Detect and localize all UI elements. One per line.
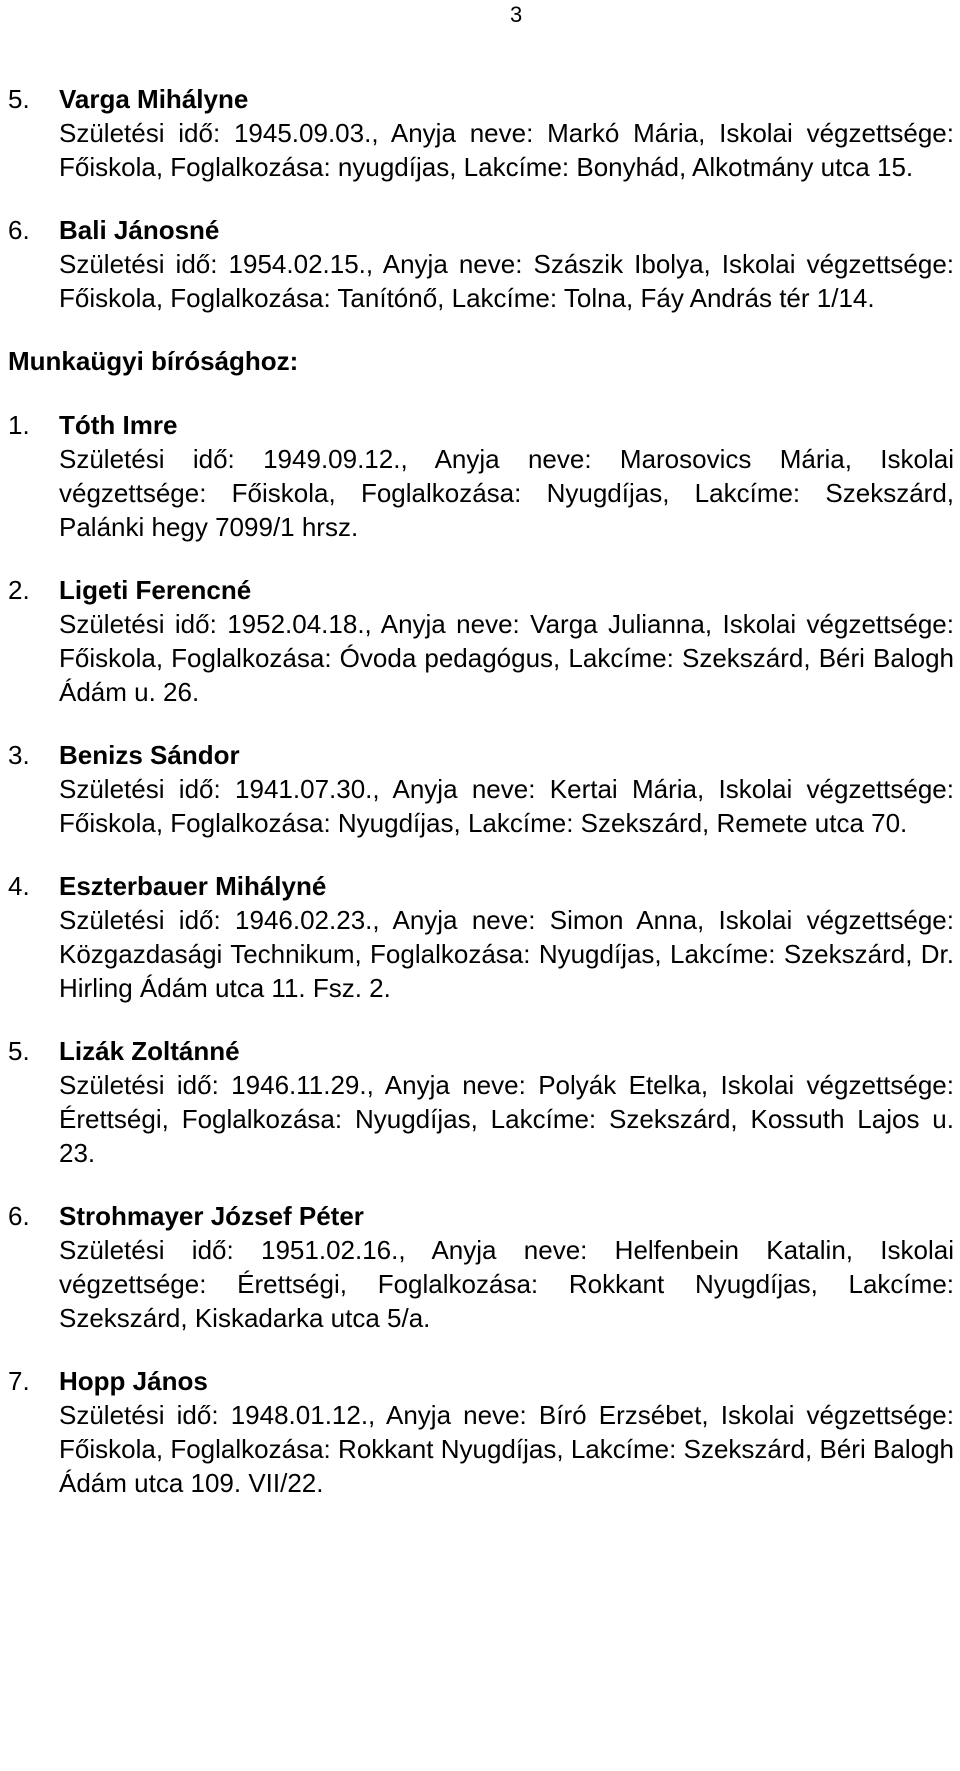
person-details: Születési idő: 1948.01.12., Anyja neve: Bíró Erzsébet, Iskolai végzettsége: Főiskola, Foglalkozása: Rokkant Nyugdíjas, Lakcíme: Szekszárd, Béri Balogh Ádám utca 109. VII/22. (59, 1400, 954, 1498)
entry-body (59, 1034, 954, 1170)
person-name: Lizák Zoltánné (59, 1036, 240, 1066)
person-name: Varga Mihályne (59, 84, 249, 114)
person-entry (8, 573, 954, 709)
person-entry (8, 1364, 954, 1500)
entry-number: 1. (8, 410, 30, 440)
person-details: Születési idő: 1945.09.03., Anyja neve: Markó Mária, Iskolai végzettsége: Főiskola, Foglalkozása: nyugdíjas, Lakcíme: Bonyhád, Alkotmány utca 15. (59, 118, 954, 182)
entry-number: 6. (8, 1201, 30, 1231)
person-name: Ligeti Ferencné (59, 575, 252, 605)
page-number: 3 (510, 2, 523, 27)
person-name: Hopp János (59, 1366, 208, 1396)
person-entry (8, 738, 954, 840)
document-body (8, 82, 954, 1529)
person-entry (8, 213, 954, 315)
person-details: Születési idő: 1946.02.23., Anyja neve: Simon Anna, Iskolai végzettsége: Közgazdasági Technikum, Foglalkozása: Nyugdíjas, Lakcíme: Szekszárd, Dr. Hirling Ádám utca 11. Fsz. 2. (59, 905, 954, 1003)
entry-number: 7. (8, 1366, 30, 1396)
person-entry (8, 869, 954, 1005)
person-entry (8, 1199, 954, 1335)
entry-number: 3. (8, 740, 30, 770)
person-name: Eszterbauer Mihályné (59, 871, 327, 901)
person-name: Tóth Imre (59, 410, 178, 440)
entry-body (59, 869, 954, 1005)
entry-body (59, 82, 954, 184)
person-details: Születési idő: 1941.07.30., Anyja neve: Kertai Mária, Iskolai végzettsége: Főiskola, Foglalkozása: Nyugdíjas, Lakcíme: Szekszárd, Remete utca 70. (59, 774, 954, 838)
person-entry (8, 408, 954, 544)
entry-body (59, 408, 954, 544)
person-name: Bali Jánosné (59, 215, 220, 245)
entry-body (59, 573, 954, 709)
entry-number: 6. (8, 215, 30, 245)
person-name: Strohmayer József Péter (59, 1201, 364, 1231)
person-details: Születési idő: 1951.02.16., Anyja neve: Helfenbein Katalin, Iskolai végzettsége: Érettségi, Foglalkozása: Rokkant Nyugdíjas, Lakcíme: Szekszárd, Kiskadarka utca 5/a. (59, 1235, 954, 1333)
entry-body (59, 213, 954, 315)
entry-body (59, 1364, 954, 1500)
person-details: Születési idő: 1954.02.15., Anyja neve: Szászik Ibolya, Iskolai végzettsége: Főiskola, Foglalkozása: Tanítónő, Lakcíme: Tolna, Fáy András tér 1/14. (59, 249, 954, 313)
section-heading: Munkaügyi bírósághoz: (8, 346, 299, 376)
person-details: Születési idő: 1949.09.12., Anyja neve: Marosovics Mária, Iskolai végzettsége: Főiskola, Foglalkozása: Nyugdíjas, Lakcíme: Szekszárd, Palánki hegy 7099/1 hrsz. (59, 444, 954, 542)
person-name: Benizs Sándor (59, 740, 240, 770)
person-details: Születési idő: 1952.04.18., Anyja neve: Varga Julianna, Iskolai végzettsége: Főiskola, Foglalkozása: Óvoda pedagógus, Lakcíme: Szekszárd, Béri Balogh Ádám u. 26. (59, 609, 954, 707)
entry-body (59, 738, 954, 840)
person-details: Születési idő: 1946.11.29., Anyja neve: Polyák Etelka, Iskolai végzettsége: Érettségi, Foglalkozása: Nyugdíjas, Lakcíme: Szekszárd, Kossuth Lajos u. 23. (59, 1070, 954, 1168)
entry-number: 5. (8, 1036, 30, 1066)
person-entry (8, 82, 954, 184)
entry-number: 5. (8, 84, 30, 114)
person-entry (8, 1034, 954, 1170)
entry-number: 2. (8, 575, 30, 605)
entry-body (59, 1199, 954, 1335)
entry-number: 4. (8, 871, 30, 901)
